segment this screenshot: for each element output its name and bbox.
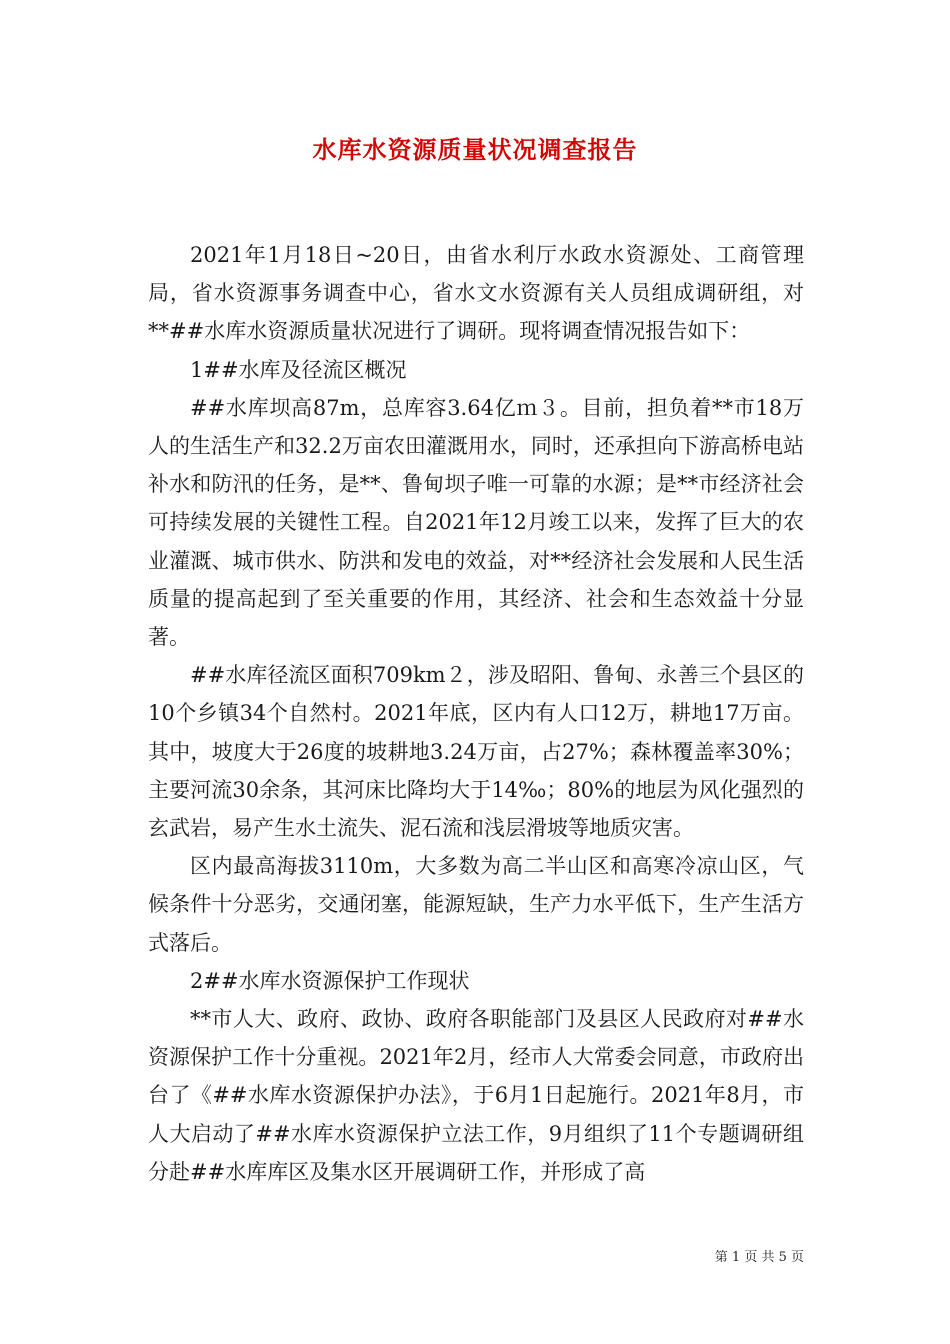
paragraph-runoff-area: ##水库径流区面积709km２，涉及昭阳、鲁甸、永善三个县区的10个乡镇34个自然村。2021年底，区内有人口12万，耕地17万亩。其中，坡度大于26度的坡耕地3.24万亩，占27%；森林覆盖率30%；主要河流30余条，其河床比降均大于14‰；80%的地层为风化强烈的玄武岩，易产生水土流失、泥石流和浅层滑坡等地质灾害。 bbox=[148, 663, 804, 841]
paragraph-altitude: 区内最高海拔3110m，大多数为高二半山区和高寒冷凉山区，气候条件十分恶劣，交通闭塞，能源短缺，生产力水平低下，生产生活方式落后。 bbox=[148, 854, 804, 955]
document-body bbox=[148, 236, 804, 1191]
paragraph-intro: 2021年1月18日~20日，由省水利厅水政水资源处、工商管理局，省水资源事务调查中心，省水文水资源有关人员组成调研组，对**##水库水资源质量状况进行了调研。现将调查情况报告如下： bbox=[148, 243, 804, 344]
section-heading-2: 2##水库水资源保护工作现状 bbox=[190, 968, 470, 993]
paragraph-reservoir-overview: ##水库坝高87m，总库容3.64亿ｍ３。目前，担负着**市18万人的生活生产和32.2万亩农田灌溉用水，同时，还承担向下游高桥电站补水和防汛的任务，是**、鲁甸坝子唯一可靠的水源；是**市经济社会可持续发展的关键性工程。自2021年12月竣工以来，发挥了巨大的农业灌溉、城市供水、防洪和发电的效益，对**经济社会发展和人民生活质量的提高起到了至关重要的作用，其经济、社会和生态效益十分显著。 bbox=[148, 395, 804, 650]
section-heading-1: 1##水库及径流区概况 bbox=[190, 357, 407, 382]
paragraph-protection-work: **市人大、政府、政协、政府各职能部门及县区人民政府对##水资源保护工作十分重视。2021年2月，经市人大常委会同意，市政府出台了《##水库水资源保护办法》，于6月1日起施行。2021年8月，市人大启动了##水库水资源保护立法工作，9月组织了11个专题调研组分赴##水库库区及集水区开展调研工作，并形成了高 bbox=[148, 1007, 804, 1184]
document-title: 水库水资源质量状况调查报告 bbox=[312, 135, 638, 164]
page-number-footer: 第 1 页 共 5 页 bbox=[714, 1250, 804, 1265]
